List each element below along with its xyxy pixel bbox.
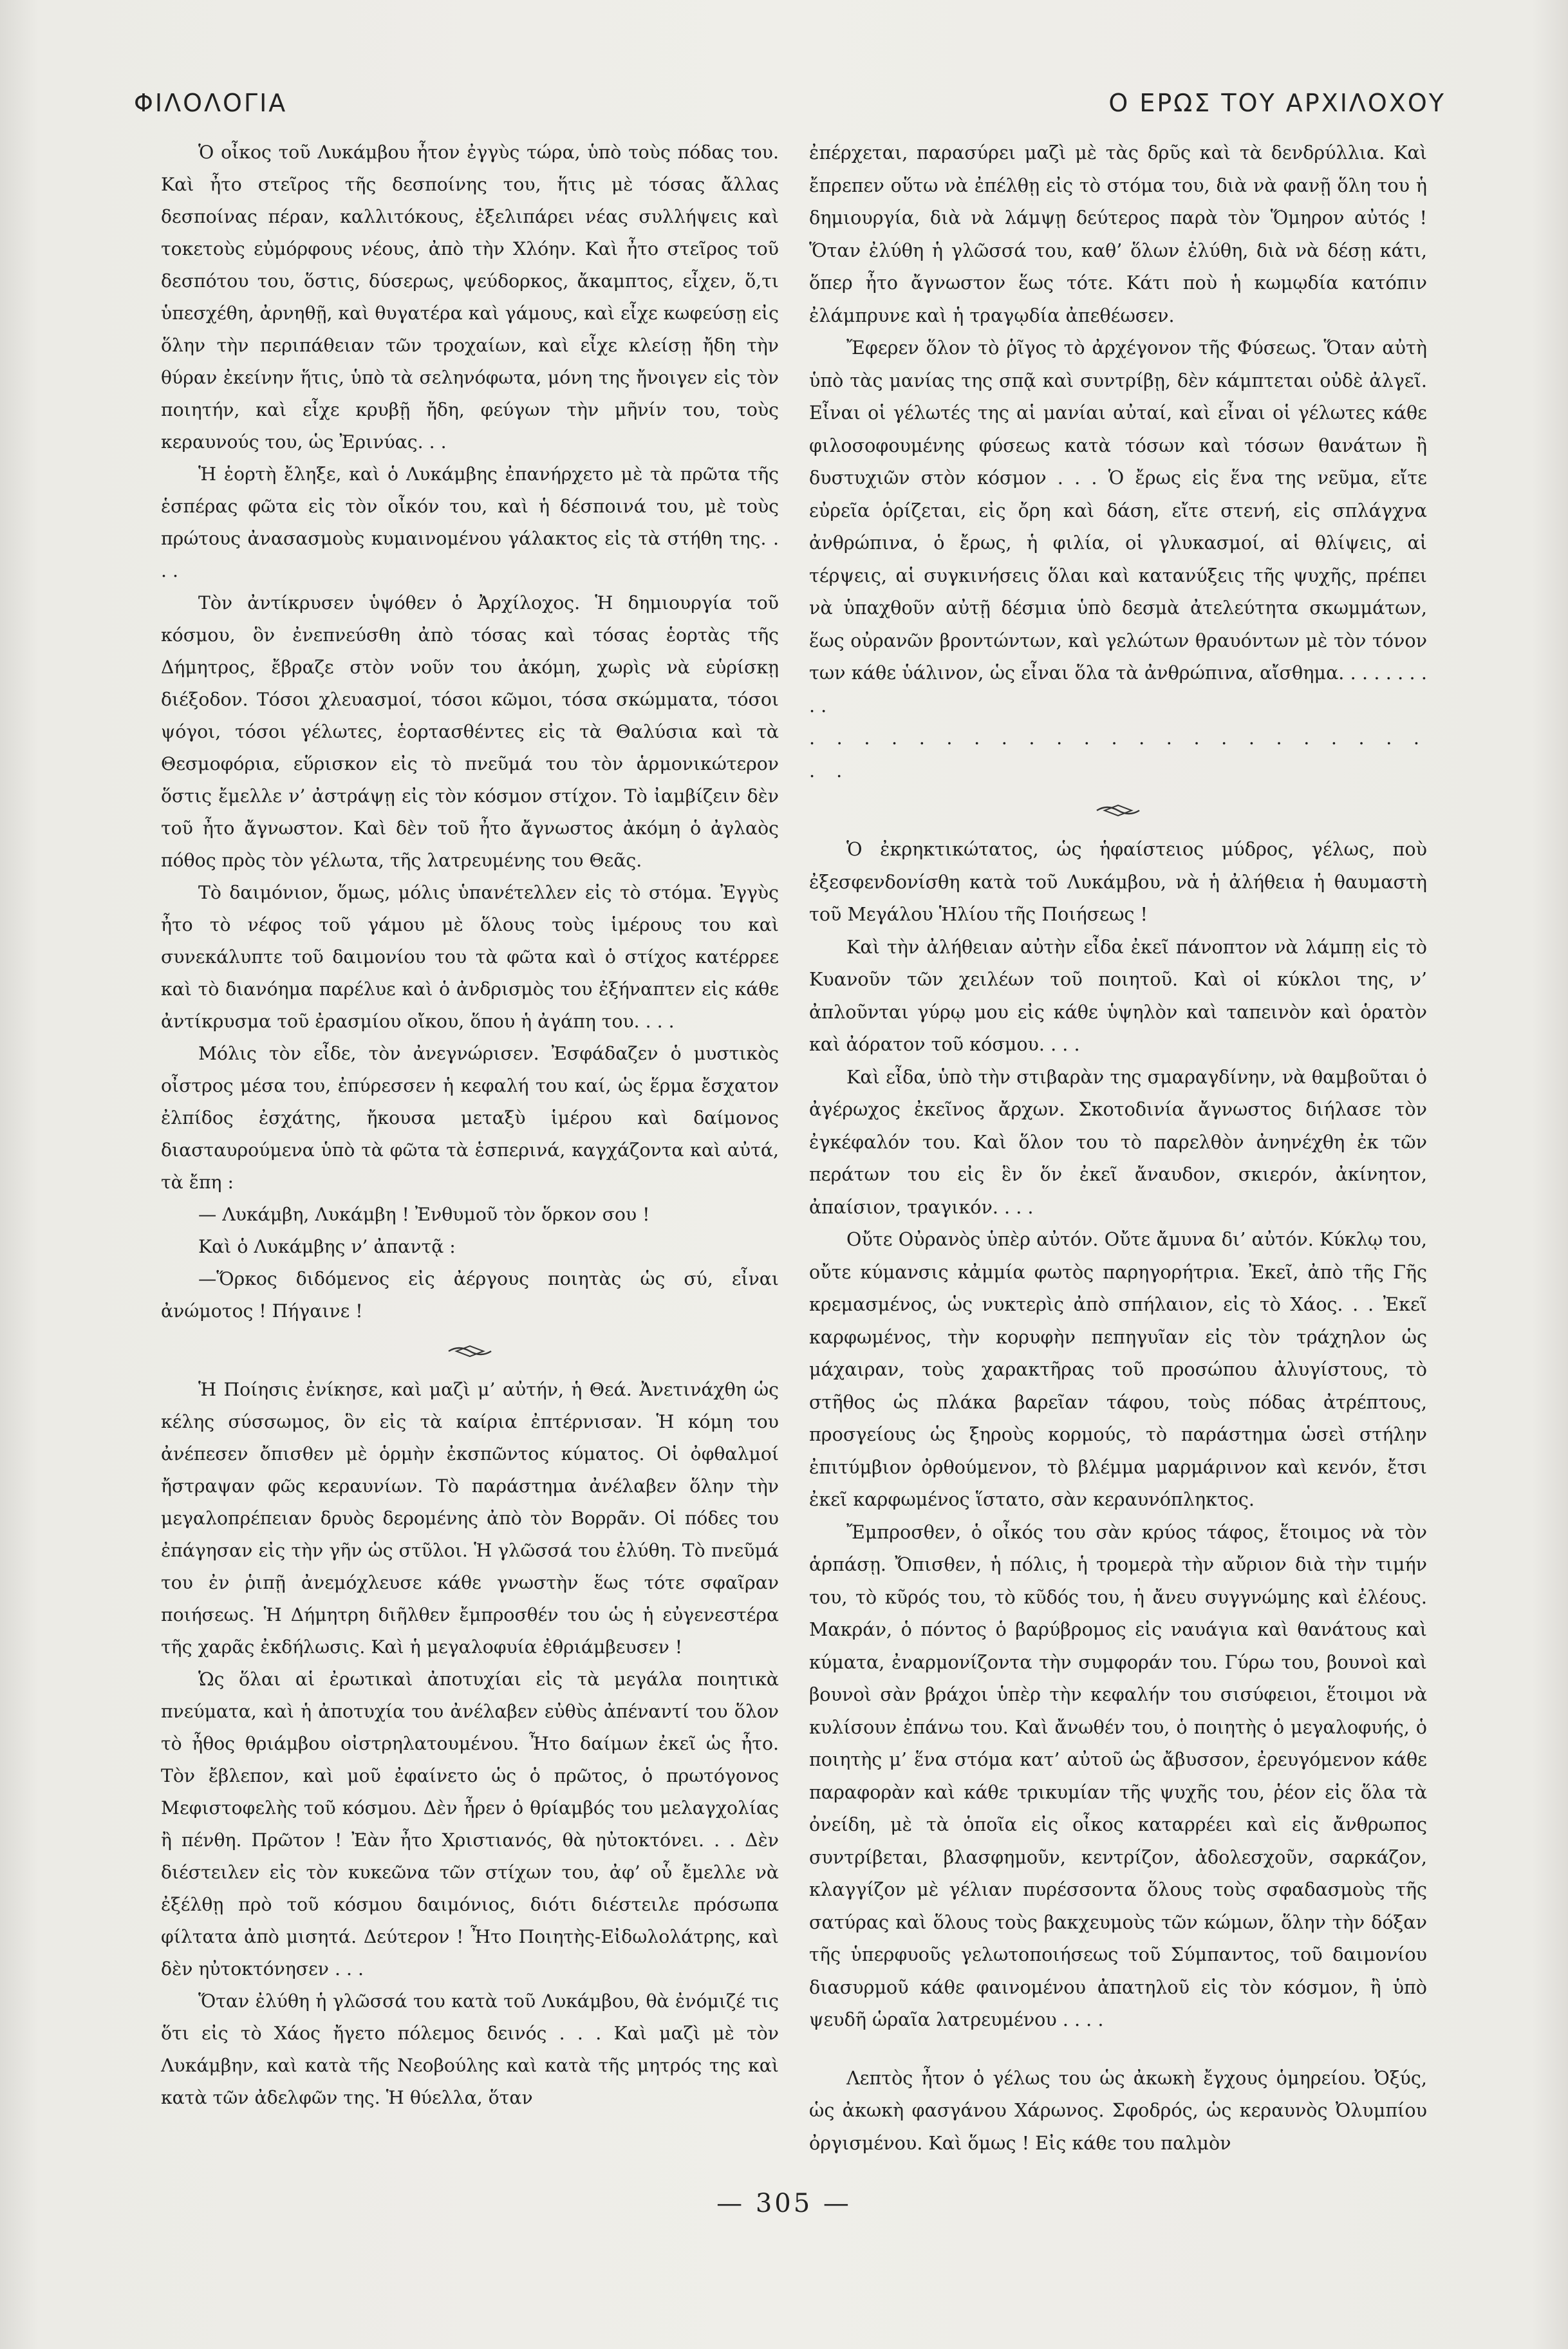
ellipsis-line: . . . . . . . . . . . . . . . . . . . . . . . . . bbox=[809, 727, 1427, 781]
paragraph: Τὸ δαιμόνιον, ὅμως, μόλις ὑπανέτελλεν εἰς τὸ στόμα. Ἐγγὺς ἦτο τὸ νέφος τοῦ γάμου μὲ ὅλους τοὺς ἱμέρους του καὶ συνεκάλυπτε τοῦ δαιμονίου του τὰ φῶτα καὶ ὁ στίχος κατέρρεε καὶ τὸ διανόημα παρέλυε καὶ ὁ ἀνδρισμὸς του ἐξήναπτεν εἰς κάθε ἀντίκρυσμα τοῦ ἐρασμίου οἴκου, ὅπου ἡ ἀγάπη του. . . . bbox=[161, 882, 779, 1032]
dialogue-line: —Ὅρκος διδόμενος εἰς ἀέργους ποιητὰς ὡς σύ, εἶναι ἀνώμοτος ! Πήγαινε ! bbox=[161, 1268, 779, 1322]
ornament-icon bbox=[1096, 801, 1141, 819]
paragraph: Ἔφερεν ὅλον τὸ ῥῖγος τὸ ἀρχέγονον τῆς Φύσεως. Ὅταν αὐτὴ ὑπὸ τὰς μανίας της σπᾷ καὶ συντρίβῃ, δὲν κάμπτεται οὐδὲ ἀλγεῖ. Εἶναι οἱ γέλωτές της αἱ μανίαι αὐταί, καὶ εἶναι οἱ γέλωτες κάθε φιλοσοφουμένης φύσεως κατὰ τόσων καὶ τόσων θανάτων ἢ δυστυχιῶν στὸν κόσμον . . . Ὁ ἔρως εἰς ἕνα της νεῦμα, εἴτε εὐρεῖα ὁρίζεται, εἰς ὄρη καὶ δάση, εἴτε στενή, εἰς σπλάγχνα ἀνθρώπινα, ὁ ἔρως, ἡ φιλία, οἱ γλυκασμοί, αἱ θλίψεις, αἱ τέρψεις, αἱ συγκινήσεις ὅλαι καὶ κατανύξεις τῆς ψυχῆς, πρέπει νὰ ὑπαχθοῦν αὐτῇ δέσμια ὑπὸ δεσμὰ ἀτελεύτητα σκωμμάτων, ἕως οὐρανῶν βροντώντων, καὶ γελώτων θραυόντων μὲ τὸν τόνον των κάθε ὑάλινον, ὡς εἶναι ὅλα τὰ ἀνθρώπινα, αἴσθημα. . . . . . . . . . bbox=[809, 337, 1427, 716]
paragraph: Ἡ ἑορτὴ ἔληξε, καὶ ὁ Λυκάμβης ἐπανήρχετο μὲ τὰ πρῶτα τῆς ἑσπέρας φῶτα εἰς τὸν οἶκόν του, καὶ ἡ δέσποινά του, μὲ τοὺς πρώτους ἀνασασμοὺς κυμαινομένου γάλακτος εἰς τὰ στήθη της. . . . bbox=[161, 463, 779, 581]
dialogue-line: — Λυκάμβη, Λυκάμβη ! Ἐνθυμοῦ τὸν ὅρκον σου ! bbox=[198, 1204, 650, 1225]
paragraph: Μόλις τὸν εἶδε, τὸν ἀνεγνώρισεν. Ἐσφάδαζεν ὁ μυστικὸς οἶστρος μέσα του, ἐπύρεσσεν ἡ κεφαλή του καί, ὡς ἕρμα ἔσχατον ἐλπίδος ἐσχάτης, ἤκουσα μεταξὺ ἱμέρου καὶ δαίμονος διασταυρούμενα ὑπὸ τὰ φῶτα τὰ ἑσπερινά, καγχάζοντα καὶ αὐτά, τὰ ἔπη : bbox=[161, 1043, 779, 1193]
paragraph: Καὶ τὴν ἀλήθειαν αὐτὴν εἶδα ἐκεῖ πάνοπτον νὰ λάμπῃ εἰς τὸ Κυανοῦν τῶν χειλέων τοῦ ποιητοῦ. Καὶ οἱ κύκλοι της, ν’ ἀπλοῦνται γύρῳ μου εἰς κάθε ὑψηλὸν καὶ ταπεινὸν καὶ ὁρατὸν καὶ ἀόρατον τοῦ κόσμου. . . . bbox=[809, 935, 1427, 1055]
section-ornament bbox=[161, 1327, 779, 1374]
paragraph: Ἡ Ποίησις ἐνίκησε, καὶ μαζὶ μ’ αὐτήν, ἡ Θεά. Ἀνετινάχθη ὡς κέλης σύσσωμος, ὃν εἰς τὰ καίρια ἐπτέρνισαν. Ἡ κόμη του ἀνέπεσεν ὄπισθεν μὲ ὁρμὴν ἐκσπῶντος κύματος. Οἱ ὀφθαλμοί ἤστραψαν φῶς κεραυνίων. Τὸ παράστημα ἀνέλαβεν ὅλην τὴν μεγαλοπρέπειαν δρυὸς δερομένης ἀπὸ τὸν Βορρᾶν. Οἱ πόδες του ἐπάγησαν εἰς τὴν γῆν ὡς στῦλοι. Ἡ γλῶσσά του ἐλύθη. Τὸ πνεῦμά του ἐν ῥιπῇ ἀνεμόχλευσε κάθε γνωστὴν ἕως τότε σφαῖραν ποιήσεως. Ἡ Δήμητρη διῆλθεν ἔμπροσθέν του ὡς ἡ εὐγενεστέρα τῆς χαρᾶς ἐκδήλωσις. Καὶ ἡ μεγαλοφυία ἐθριάμβευσεν ! bbox=[161, 1379, 779, 1658]
paragraph: Καὶ εἶδα, ὑπὸ τὴν στιβαρὰν της σμαραγδίνην, νὰ θαμβοῦται ὁ ἀγέρωχος ἐκεῖνος ἄρχων. Σκοτοδινία ἄγνωστος διήλασε τὸν ἐγκέφαλόν του. Καὶ ὅλον του τὸ παρελθὸν ἀνηνέχθη ἐκ τῶν περάτων του εἰς ἓν ὅν ἐκεῖ ἄναυδον, σκιερόν, ἀκίνητον, ἀπαίσιον, τραγικόν. . . . bbox=[809, 1065, 1427, 1218]
dialogue-line: Καὶ ὁ Λυκάμβης ν’ ἀπαντᾷ : bbox=[198, 1236, 456, 1257]
paragraph: Ὡς ὅλαι αἱ ἐρωτικαὶ ἀποτυχίαι εἰς τὰ μεγάλα ποιητικὰ πνεύματα, καὶ ἡ ἀποτυχία του ἀνέλαβεν εὐθὺς ἀπέναντί του ὅλον τὸ ἦθος θριάμβου οἰστρηλατουμένου. Ἦτο δαίμων ἐκεῖ ὡς ἦτο. Τὸν ἔβλεπον, καὶ μοῦ ἐφαίνετο ὡς ὁ πρῶτος, ὁ πρωτόγονος Μεφιστοφελὴς τοῦ κόσμου. Δὲν ἦρεν ὁ θρίαμβός του μελαγχολίας ἢ πένθη. Πρῶτον ! Ἐὰν ἦτο Χριστιανός, θὰ ηὐτοκτόνει. . . Δὲν διέστειλεν εἰς τὸν κυκεῶνα τῶν στίχων του, ἀφ’ οὗ ἔμελλε νὰ ἐξέλθῃ πρὸ τοῦ κόσμου δαιμόνιος, διότι διέστειλε πρόσωπα φίλτατα ἀπὸ μισητά. Δεύτερον ! Ἦτο Ποιητὴς-Εἰδωλολάτρης, καὶ δὲν ηὐτοκτόνησεν . . . bbox=[161, 1669, 779, 1979]
paragraph: Ὁ οἶκος τοῦ Λυκάμβου ἦτον ἐγγὺς τώρα, ὑπὸ τοὺς πόδας του. Καὶ ἦτο στεῖρος τῆς δεσποίνης του, ἥτις μὲ τόσας ἄλλας δεσποίνας πέραν, καλλιτόκους, ἐξελιπάρει νέας συλλήψεις καὶ τοκετοὺς εὐμόρφους νέους, ἀπὸ τὴν Χλόην. Καὶ ἦτο στεῖρος τοῦ δεσπότου του, ὅστις, δύσερως, ψεύδορκος, ἄκαμπτος, εἶχεν, ὅ,τι ὑπεσχέθη, ἀρνηθῇ, καὶ θυγατέρα καὶ γάμους, καὶ εἶχε κωφεύσῃ εἰς ὅλην τὴν περιπάθειαν τῶν τροχαίων, καὶ εἶχε κλείσῃ ἤδη τὴν θύραν ἐκείνην ἥτις, ὑπὸ τὰ σεληνόφωτα, μόνη της ἤνοιγεν εἰς τὸν ποιητήν, καὶ εἶχε κρυβῇ ἤδη, φεύγων τὴν μῆνίν του, τοὺς κεραυνούς του, ὡς Ἐρινύας. . . bbox=[161, 142, 779, 453]
running-head-left: ΦΙΛΟΛΟΓΙΑ bbox=[134, 89, 288, 117]
left-column bbox=[161, 136, 779, 2114]
ornament-icon bbox=[447, 1342, 492, 1360]
paragraph: Τὸν ἀντίκρυσεν ὑψόθεν ὁ Ἀρχίλοχος. Ἡ δημιουργία τοῦ κόσμου, ὃν ἐνεπνεύσθη ἀπὸ τόσας καὶ τόσας ἑορτὰς τῆς Δήμητρος, ἔβραζε στὸν νοῦν του ἀκόμη, χωρὶς νὰ εὑρίσκῃ διέξοδον. Τόσοι χλευασμοί, τόσοι κῶμοι, τόσα σκώμματα, τόσοι ψόγοι, τόσοι γέλωτες, ἑορτασθέντες εἰς τὰ Θαλύσια καὶ τὰ Θεσμοφόρια, εὕρισκον εἰς τὸ πνεῦμά του τὸν ἁρμονικώτερον ὅστις ἔμελλε ν’ ἀστράψῃ εἰς τὸν κόσμον στίχον. Τὸ ἰαμβίζειν δὲν τοῦ ἦτο ἄγνωστον. Καὶ δὲν τοῦ ἦτο ἄγνωστος ἀκόμη ὁ ἀγλαὸς πόθος πρὸς τὸν γέλωτα, τῆς λατρευμένης του Θεᾶς. bbox=[161, 592, 779, 871]
running-head-right: Ο ΕΡΩΣ ΤΟΥ ΑΡΧΙΛΟΧΟΥ bbox=[1108, 89, 1446, 117]
paragraph: Ἔμπροσθεν, ὁ οἶκός του σὰν κρύος τάφος, ἕτοιμος νὰ τὸν ἁρπάσῃ. Ὄπισθεν, ἡ πόλις, ἡ τρομερὰ τὴν αὔριον διὰ τὴν τιμήν του, τὸ κῦρός του, τὸ κῦδός του, ἡ ἄνευ συγγνώμης καὶ ἐλέους. Μακράν, ὁ πόντος ὁ βαρύβρομος εἰς ναυάγια καὶ θανάτους καὶ κύματα, ἐναρμονίζοντα τὴν συμφοράν του. Γύρω του, βουνοὶ καὶ βουνοὶ σὰν βράχοι ὑπὲρ τὴν κεφαλήν του σισύφειοι, ἕτοιμοι νὰ κυλίσουν ἐπάνω του. Καὶ ἄνωθέν του, ὁ ποιητὴς ὁ μεγαλοφυής, ὁ ποιητὴς μ’ ἕνα στόμα κατ’ αὐτοῦ ὡς ἄβυσσον, ἐρευγόμενον κάθε παραφορὰν καὶ κάθε τρικυμίαν τῆς ψυχῆς του, ῥέον εἰς ὅλα τὰ ὀνείδη, μὲ τὰ ὁποῖα εἰς οἶκος καταρρέει καὶ εἰς ἄνθρωπος συντρίβεται, βλασφημοῦν, κεντρίζον, ἀδολεσχοῦν, σαρκάζον, κλαγγίζον μὲ γέλιαν πυρέσσοντα ὅλους τοὺς σφαδασμοὺς τῆς σατύρας καὶ ὅλους τοὺς βακχευμοὺς τῶν κώμων, ὅλην τὴν δόξαν τῆς ὑπερφυοῦς γελωτοποιήσεως τοῦ Σύμπαντος, τοῦ δαιμονίου διασυρμοῦ κάθε φαινομένου ἀπατηλοῦ εἰς τὸν κόσμον, ἢ ὑπὸ ψευδῆ ὡραῖα λατρευμένου . . . . bbox=[809, 1521, 1427, 2030]
spacer bbox=[809, 2036, 1427, 2062]
paragraph: ἐπέρχεται, παρασύρει μαζὶ μὲ τὰς δρῦς καὶ τὰ δενδρύλλια. Καὶ ἔπρεπεν οὕτω νὰ ἐπέλθῃ εἰς τὸ στόμα του, διὰ νὰ φανῇ ὅλη του ἡ δημιουργία, διὰ νὰ λάμψῃ δεύτερος παρὰ τὸν Ὅμηρον αὐτός ! Ὅταν ἐλύθη ἡ γλῶσσά του, καθ’ ὅλων ἐλύθη, διὰ νὰ δέσῃ κάτι, ὅπερ ἦτο ἄγνωστον ἕως τότε. Κάτι ποὺ ἡ κωμῳδία κατόπιν ἐλάμπρυνε καὶ ἡ τραγῳδία ἀπεθέωσεν. bbox=[809, 142, 1427, 326]
page-number: — 305 — bbox=[716, 2189, 852, 2218]
paragraph: Οὔτε Οὐρανὸς ὑπὲρ αὐτόν. Οὔτε ἄμυνα δι’ αὐτόν. Κύκλῳ του, οὔτε κύμανσις κἀμμία φωτὸς παρηγορήτρια. Ἐκεῖ, ἀπὸ τῆς Γῆς κρεμασμένος, ὡς νυκτερὶς ἀπὸ σπήλαιον, εἰς τὸ Χάος. . . Ἐκεῖ καρφωμένος, τὴν κορυφὴν πεπηγυῖαν εἰς τὸν τράχηλον ὡς μάχαιραν, τοὺς χαρακτῆρας τοῦ προσώπου ἀλυγίστους, τὸ στῆθος ὡς πλάκα βαρεῖαν τάφου, τοὺς πόδας ἀτρέπτους, προσγείους ὡς ξηροὺς κορμούς, τὸ παράστημα ὡσεὶ στήλην ἐπιτύμβιον ὀρθούμενον, τὸ βλέμμα μαρμάρινον καὶ κενόν, ἔτσι ἐκεῖ καρφωμένος ἵστατο, σὰν κεραυνόπληκτος. bbox=[809, 1228, 1427, 1510]
paragraph: Ὁ ἐκρηκτικώτατος, ὡς ἡφαίστειος μύδρος, γέλως, ποὺ ἐξεσφενδονίσθη κατὰ τοῦ Λυκάμβου, νὰ ἡ ἀλήθεια ἡ θαυμαστὴ τοῦ Μεγάλου Ἡλίου τῆς Ποιήσεως ! bbox=[809, 838, 1427, 925]
right-column bbox=[809, 136, 1427, 2159]
section-ornament bbox=[809, 787, 1427, 833]
paragraph: Λεπτὸς ἦτον ὁ γέλως του ὡς ἀκωκὴ ἔγχους ὁμηρείου. Ὀξύς, ὡς ἀκωκὴ φασγάνου Χάρωνος. Σφοδρός, ὡς κεραυνὸς Ὀλυμπίου ὀργισμένου. Καὶ ὅμως ! Εἰς κάθε του παλμὸν bbox=[809, 2066, 1427, 2154]
paragraph: Ὅταν ἐλύθη ἡ γλῶσσά του κατὰ τοῦ Λυκάμβου, θὰ ἐνόμιζέ τις ὅτι εἰς τὸ Χάος ἤγετο πόλεμος δεινός . . . Καὶ μαζὶ μὲ τὸν Λυκάμβην, καὶ κατὰ τῆς Νεοβούλης καὶ κατὰ τῆς μητρός της καὶ κατὰ τῶν ἀδελφῶν της. Ἡ θύελλα, ὅταν bbox=[161, 1990, 779, 2108]
